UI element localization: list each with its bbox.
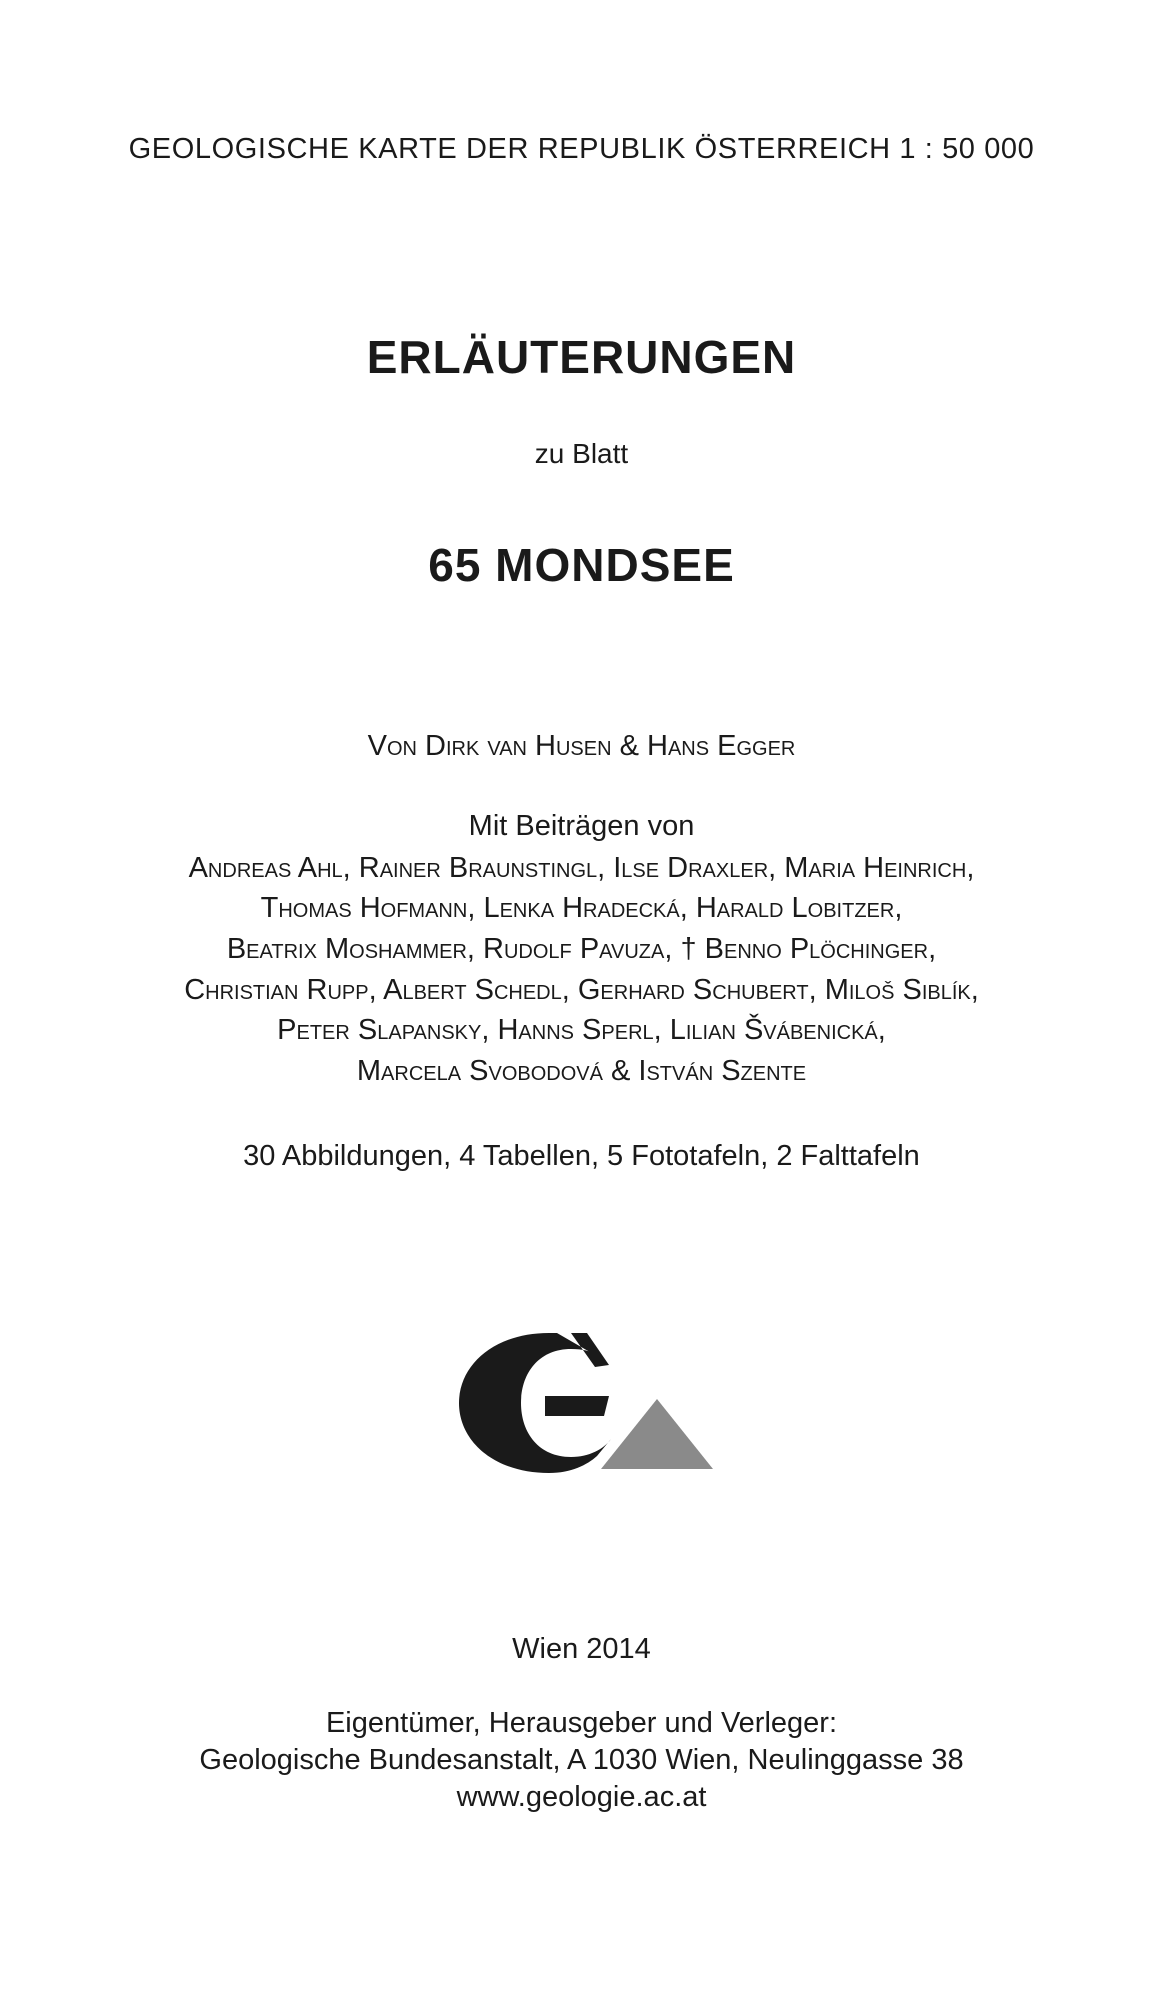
- geologische-bundesanstalt-logo-icon: [459, 1333, 713, 1473]
- publisher-website: www.geologie.ac.at: [456, 1781, 707, 1813]
- figure-counts: 30 Abbildungen, 4 Tabellen, 5 Fototafeln, 2 Falttafeln: [243, 1140, 920, 1172]
- place-year: Wien 2014: [512, 1633, 651, 1665]
- contributors-line: Peter Slapansky, Hanns Sperl, Lilian Švábenická,: [277, 1014, 886, 1046]
- contributors-line: Marcela Svobodová & István Szente: [356, 1055, 807, 1087]
- logo-triangle-shape: [601, 1399, 713, 1469]
- contributors-line: Andreas Ahl, Rainer Braunstingl, Ilse Draxler, Maria Heinrich,: [188, 852, 975, 884]
- contributors-line: Thomas Hofmann, Lenka Hradecká, Harald Lobitzer,: [260, 892, 903, 924]
- contributors-heading: Mit Beiträgen von: [468, 810, 695, 842]
- publisher-address: Geologische Bundesanstalt, A 1030 Wien, Neulinggasse 38: [199, 1744, 964, 1776]
- publisher-role: Eigentümer, Herausgeber und Verleger:: [325, 1707, 838, 1739]
- title-connector: zu Blatt: [534, 438, 629, 469]
- document-title: ERLÄUTERUNGEN: [366, 331, 797, 383]
- series-title: GEOLOGISCHE KARTE DER REPUBLIK ÖSTERREICH 1 : 50 000: [128, 133, 1035, 165]
- contributors-line: Beatrix Moshammer, Rudolf Pavuza, † Benno Plöchinger,: [226, 933, 937, 965]
- logo-g-shape: [459, 1333, 611, 1473]
- contributors-line: Christian Rupp, Albert Schedl, Gerhard Schubert, Miloš Siblík,: [184, 974, 979, 1006]
- authors-line: Von Dirk van Husen & Hans Egger: [367, 730, 796, 762]
- sheet-title: 65 MONDSEE: [428, 539, 735, 591]
